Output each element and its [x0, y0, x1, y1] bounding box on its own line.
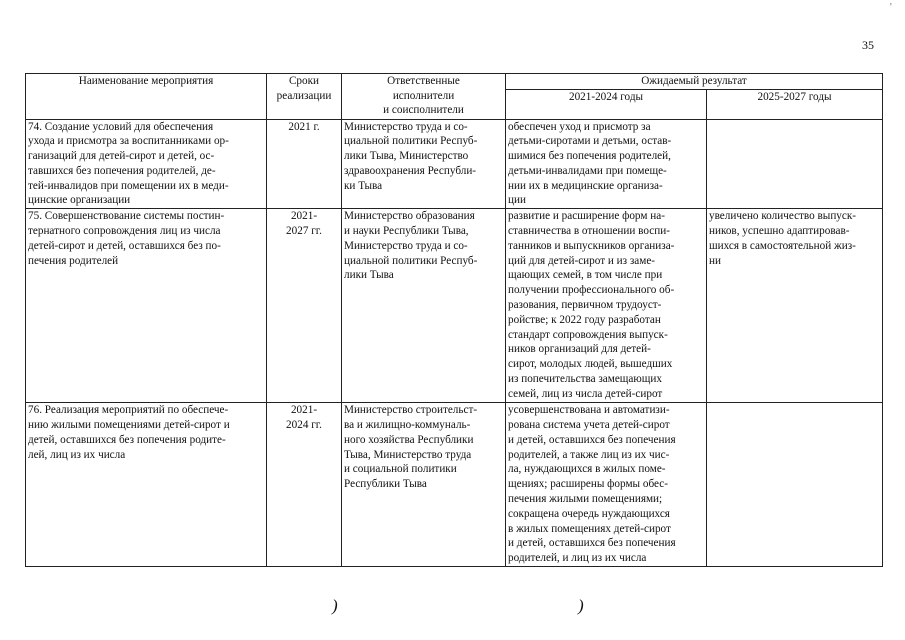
scan-mark-left: ): [332, 596, 338, 615]
measure-result-2021-2024: обеспечен уход и присмотр за детьми-сиротами и детьми, остав- шимися без попечения родителей, детьми-инвалидами при помеще- нии их в медицинские организа- ции: [506, 119, 707, 209]
header-period-2025-2027: 2025-2027 годы: [707, 89, 883, 119]
measure-responsible: Министерство образования и науки Республики Тыва, Министерство труда и со- циальной политики Респуб- лики Тыва: [342, 209, 506, 403]
measure-name: 74. Создание условий для обеспечения ухода и присмотра за воспитанниками ор- ганизаций для детей-сирот и детей, ос- тавшихся без попечения родителей, де- тей-инвалидов при помещении их в меди- цинские организации: [26, 119, 267, 209]
measure-result-2021-2024: развитие и расширение форм на- ставничества в отношении воспи- танников и выпускников организа- ций для детей-сирот и из заме- щающих семей, в том числе при получении профессионального об- разования, первичном трудоуст- ройстве; к 2022 году разработан стандарт сопровождения выпуск- ников организаций для детей- сирот, молодых людей, вышедших из попечительства замещающих семей, лиц из числа детей-сирот: [506, 209, 707, 403]
header-responsible: Ответственные исполнители и соисполнители: [342, 74, 506, 120]
scan-mark-right: ): [578, 596, 584, 615]
measure-result-2025-2027: увеличено количество выпуск- ников, успешно адаптировав- шихся в самостоятельной жиз- ни: [707, 209, 883, 403]
measure-term: 2021- 2024 гг.: [267, 403, 342, 567]
measure-term: 2021- 2027 гг.: [267, 209, 342, 403]
measure-responsible: Министерство труда и со- циальной политики Респуб- лики Тыва, Министерство здравоохранения Республи- ки Тыва: [342, 119, 506, 209]
header-period-2021-2024: 2021-2024 годы: [506, 89, 707, 119]
table-row: [26, 209, 883, 403]
measures-table: [25, 73, 883, 567]
measure-name: 75. Совершенствование системы постин- тернатного сопровождения лиц из числа детей-сирот и детей, оставшихся без по- печения родителей: [26, 209, 267, 403]
measure-name: 76. Реализация мероприятий по обеспече- нию жилыми помещениями детей-сирот и детей, оставшихся без попечения родите- лей, лиц из их числа: [26, 403, 267, 567]
table-header-row: [26, 74, 883, 90]
table-row: [26, 403, 883, 567]
measure-responsible: Министерство строительст- ва и жилищно-коммуналь- ного хозяйства Республики Тыва, Министерство труда и социальной политики Республики Тыва: [342, 403, 506, 567]
measure-result-2025-2027: [707, 403, 883, 567]
corner-mark: ': [890, 2, 892, 13]
page-number: 35: [862, 38, 874, 52]
header-expected-result: Ожидаемый результат: [506, 74, 883, 90]
header-name: Наименование мероприятия: [26, 74, 267, 120]
table-row: [26, 119, 883, 209]
measure-term: 2021 г.: [267, 119, 342, 209]
measure-result-2025-2027: [707, 119, 883, 209]
measure-result-2021-2024: усовершенствована и автоматизи- рована система учета детей-сирот и детей, оставшихся без попечения родителей, а также лиц из их чис- ла, нуждающихся в жилых поме- щениях; расширены формы обес- печения жилыми помещениями; сокращена очередь нуждающихся в жилых помещениях детей-сирот и детей, оставшихся без попечения родителей, и лиц из их числа: [506, 403, 707, 567]
header-terms: Сроки реализации: [267, 74, 342, 120]
